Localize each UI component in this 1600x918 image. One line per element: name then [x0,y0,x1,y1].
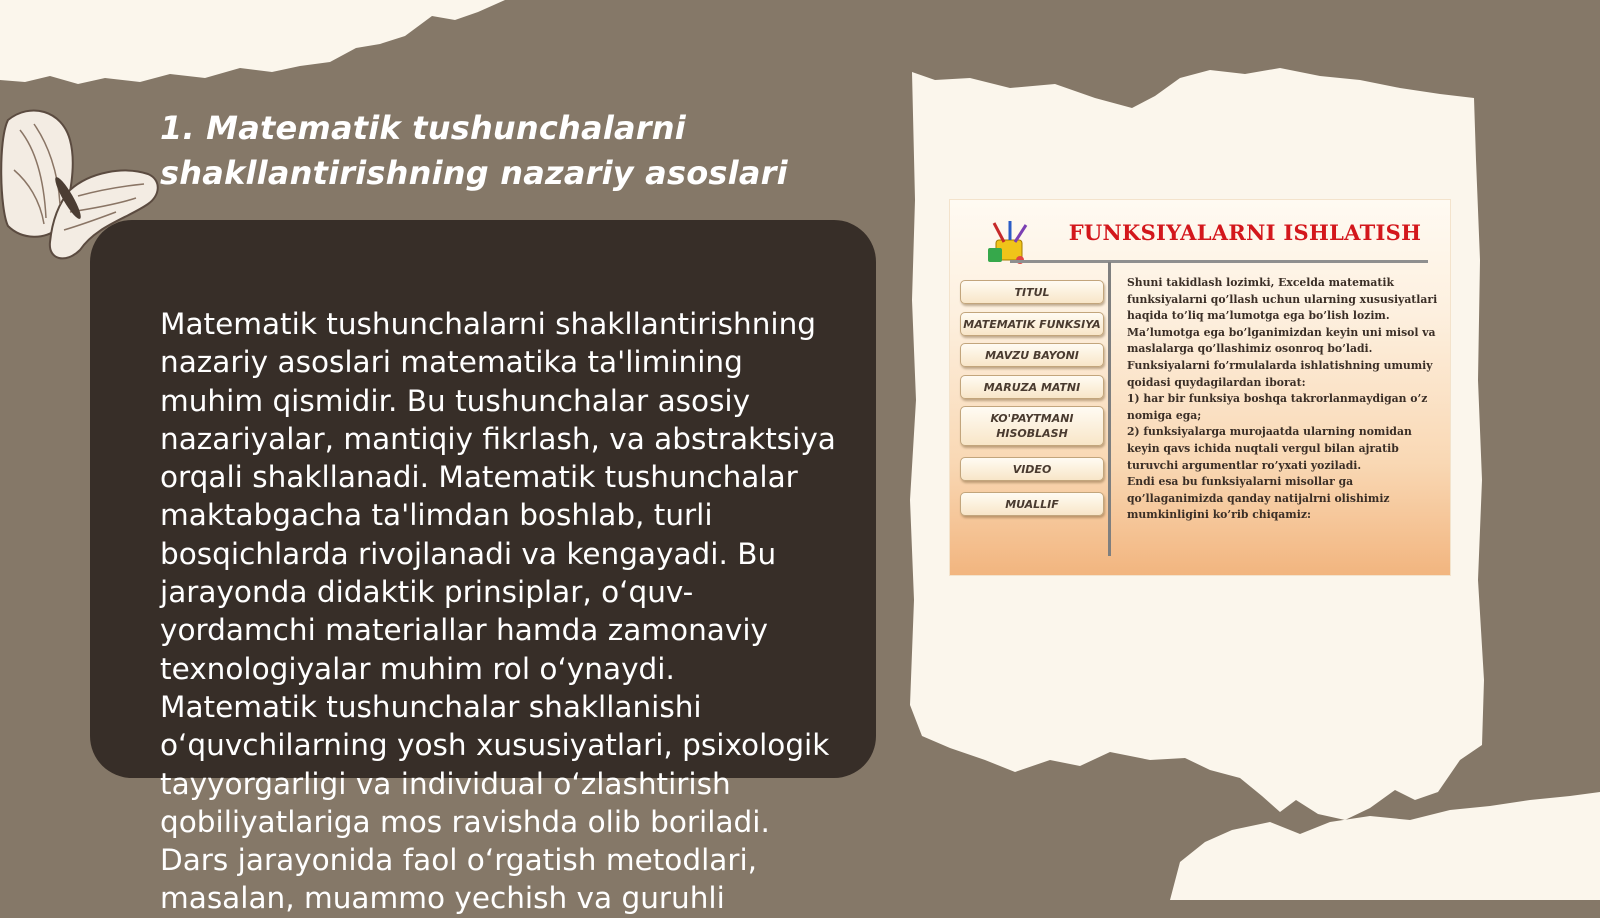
nav-button-muallif[interactable]: MUALLIF [960,492,1104,516]
nav-button-matematik-funksiya[interactable]: MATEMATIK FUNKSIYA [960,312,1104,336]
screenshot-content-text: Shuni takidlash lozimki, Excelda matematik funksiyalarni qo’llash uchun ularning xususiyatlari haqida to’liq ma’lumotga ega bo’lish lozim. Ma’lumotga ega bo’lganimizdan keyin uni misol va maslalarga qo’llashimiz osonroq bo’ladi. Funksiyalarni fo’rmulalarda ishlatishning umumiy qoidasi quydagilardan iborat: 1) har bir funksiya boshqa takrorlanmaydigan o’z nomiga ega; 2) funksiyalarga murojaatda ularning nomidan keyin qavs ichida nuqtali vergul bilan ajratib turuvchi argumentlar ro’yxati yoziladi. Endi esa bu funksiyalarni misollar ga qo’llaganimizda qanday natijalrni olishimiz mumkinligini ko’rib chiqamiz: [1127,276,1438,522]
screenshot-title: FUNKSIYALARNI ISHLATISH [1068,220,1422,245]
screenshot-divider [1010,260,1428,263]
nav-button-kopaytmani-hisoblash[interactable]: KO'PAYTMANI HISOBLASH [960,406,1104,446]
slide-title: 1. Matematik tushunchalarni shakllantirishning nazariy asoslari [160,109,788,192]
embedded-screenshot [950,200,1450,575]
torn-paper-top-left [0,0,505,84]
nav-button-video[interactable]: VIDEO [960,457,1104,481]
nav-button-titul[interactable]: TITUL [960,280,1104,304]
nav-button-maruza-matni[interactable]: MARUZA MATNI [960,375,1104,399]
torn-paper-bottom-right [1170,792,1600,900]
screenshot-column-divider [1108,262,1111,556]
nav-button-mavzu-bayoni[interactable]: MAVZU BAYONI [960,343,1104,367]
slide-body-text: Matematik tushunchalarni shakllantirishning nazariy asoslari matematika ta'limining muhim qismidir. Bu tushunchalar asosiy nazariyalar, mantiqiy fikrlash, va abstraktsiya orqali shakllanadi. Matematik tushunchalar maktabgacha ta'limdan boshlab, turli bosqichlarda rivojlanadi va kengayadi. Bu jarayonda didaktik prinsiplar, o‘quv-yordamchi materiallar hamda zamonaviy texnologiyalar muhim rol o‘ynaydi. Matematik tushunchalar shakllanishi o‘quvchilarning yosh xususiyatlari, psixologik tayyorgarligi va individual o‘zlashtirish qobiliyatlariga mos ravishda olib boriladi. Dars jarayonida faol o‘rgatish metodlari, masalan, muammo yechish va guruhli [160,307,836,916]
